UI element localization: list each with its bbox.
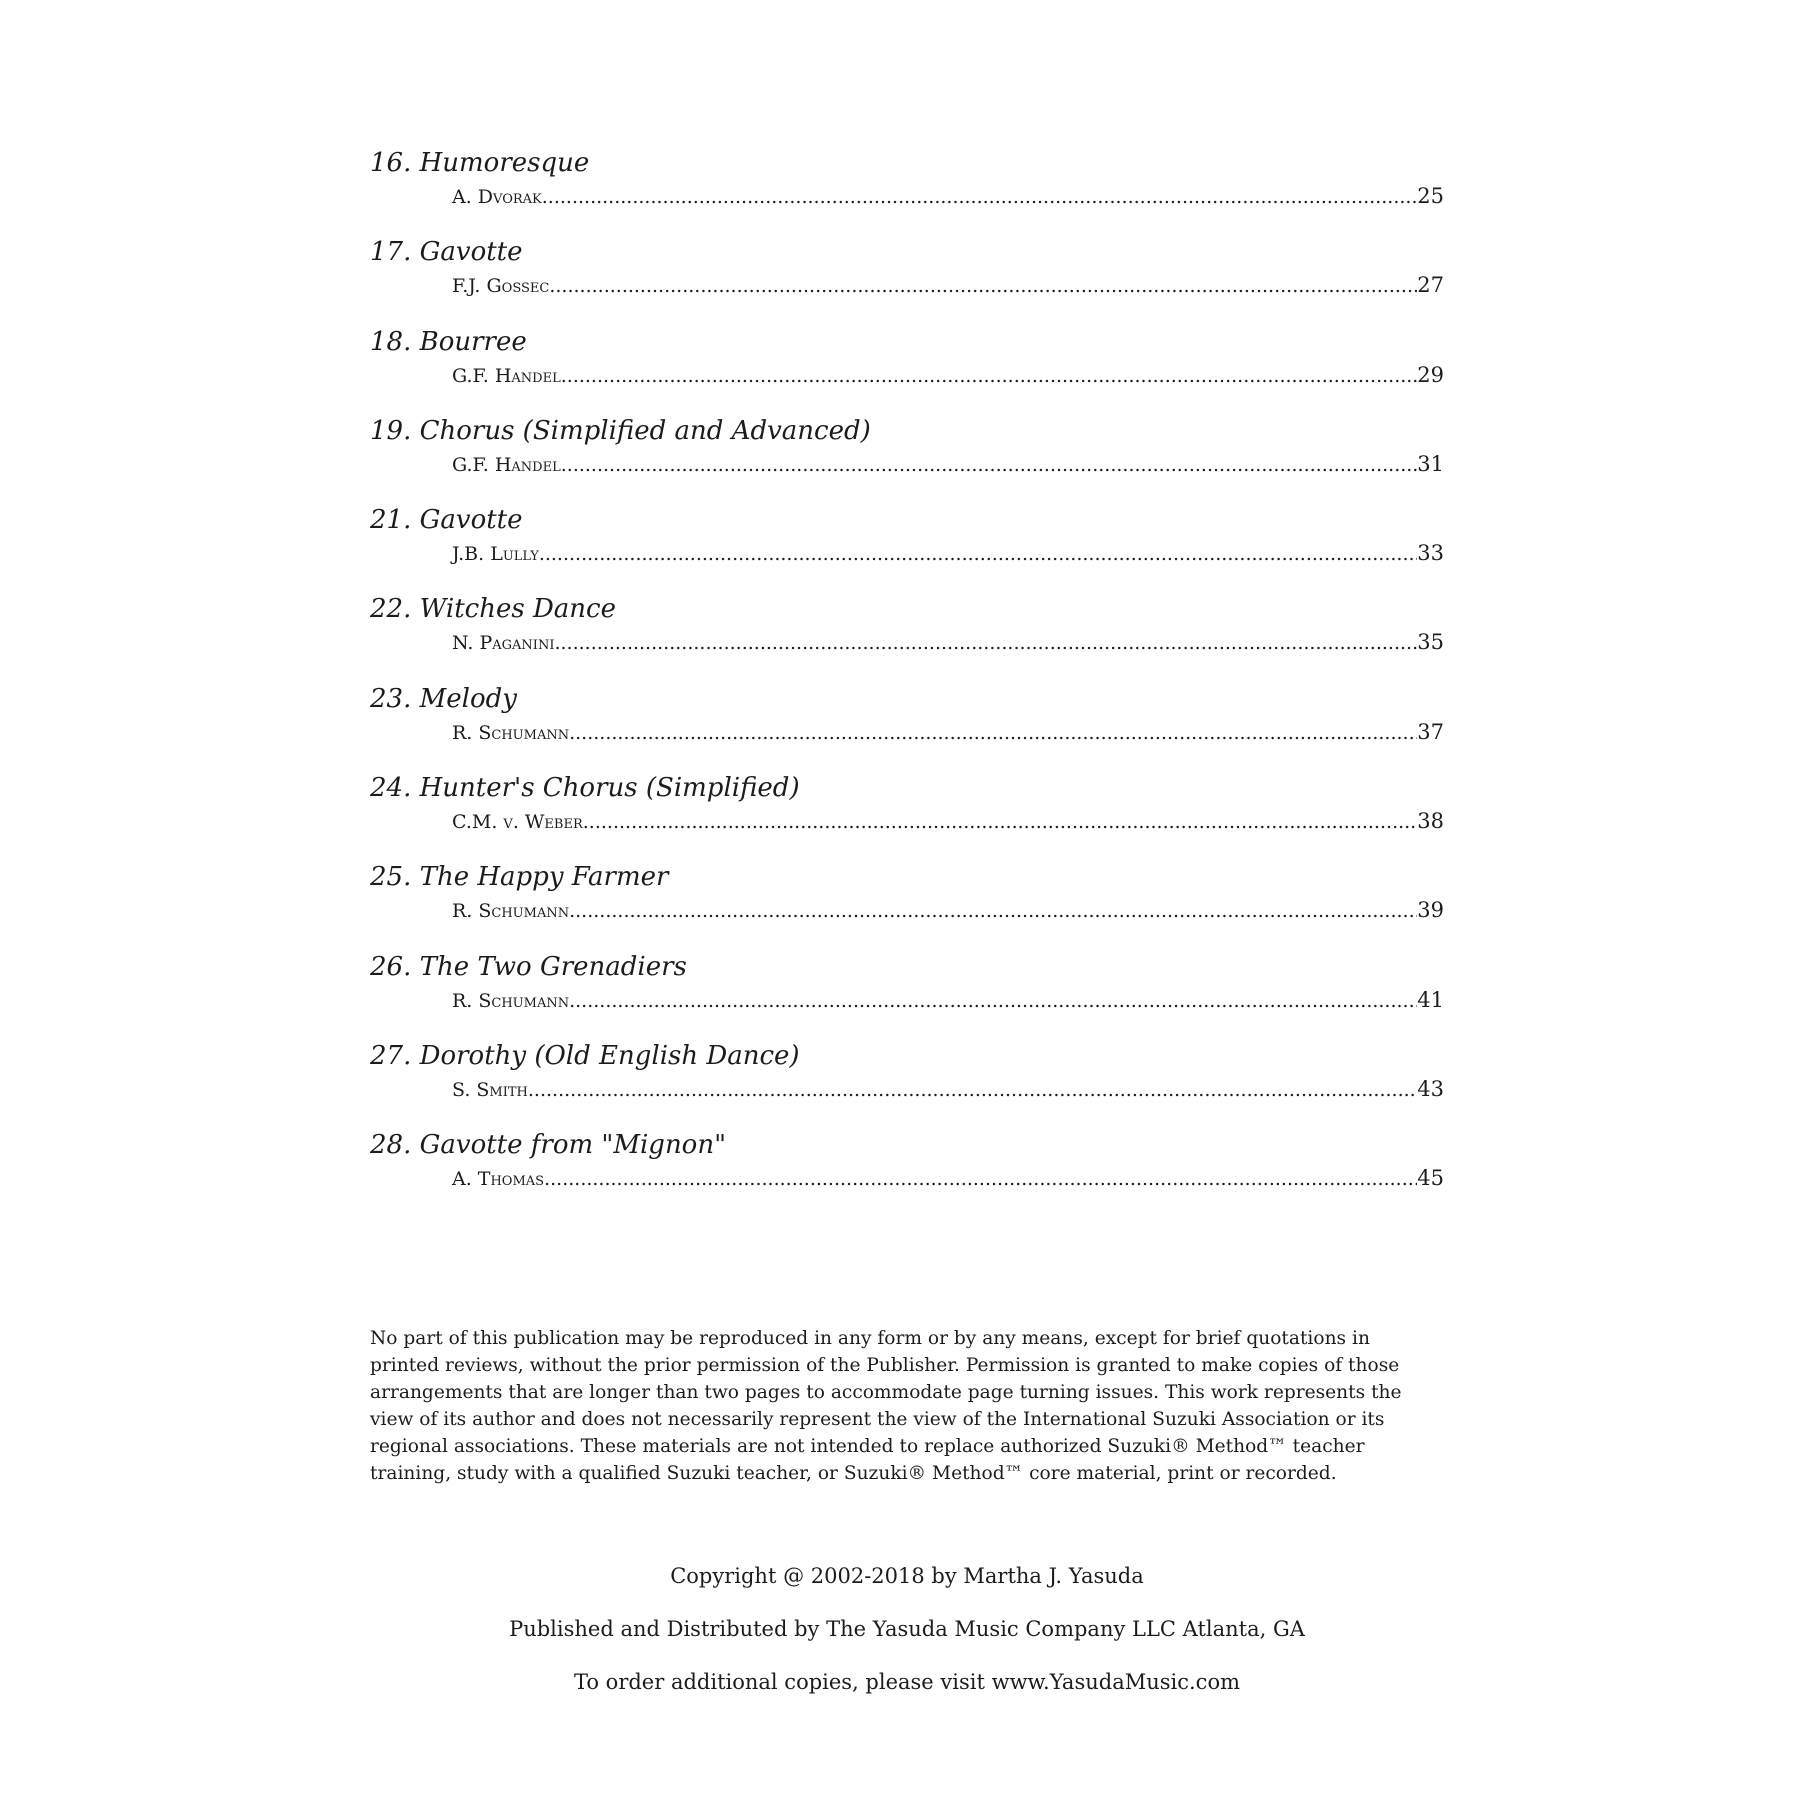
dot-leader bbox=[544, 1167, 1417, 1191]
composer-name: A. Thomas bbox=[452, 1168, 545, 1191]
composer-name: S. Smith bbox=[452, 1078, 528, 1101]
piece-title: 22. Witches Dance bbox=[370, 594, 616, 625]
piece-title: 21. Gavotte bbox=[370, 505, 523, 536]
composer-name: N. Paganini bbox=[452, 632, 555, 655]
dot-leader bbox=[569, 989, 1417, 1013]
piece-title: 28. Gavotte from "Mignon" bbox=[370, 1130, 727, 1161]
composer-line bbox=[452, 720, 1444, 745]
piece-title: 25. The Happy Farmer bbox=[370, 862, 669, 893]
composer-name: R. Schumann bbox=[452, 900, 570, 923]
toc-entry bbox=[370, 414, 1444, 503]
table-of-contents bbox=[370, 146, 1444, 1218]
page-number: 33 bbox=[1417, 541, 1444, 566]
toc-entry bbox=[370, 146, 1444, 235]
piece-title: 26. The Two Grenadiers bbox=[370, 951, 687, 982]
dot-leader bbox=[569, 721, 1417, 745]
piece-title: 23. Melody bbox=[370, 683, 517, 714]
piece-title: 24. Hunter's Chorus (Simplified) bbox=[370, 773, 800, 804]
piece-title: 27. Dorothy (Old English Dance) bbox=[370, 1040, 800, 1071]
dot-leader bbox=[561, 453, 1418, 477]
page-number: 27 bbox=[1417, 273, 1444, 298]
piece-title: 19. Chorus (Simplified and Advanced) bbox=[370, 415, 871, 446]
page-number: 45 bbox=[1417, 1166, 1444, 1191]
dot-leader bbox=[583, 810, 1418, 834]
piece-title: 18. Bourree bbox=[370, 326, 527, 357]
page-number: 43 bbox=[1417, 1076, 1444, 1101]
toc-entry bbox=[370, 592, 1444, 681]
toc-entry bbox=[370, 860, 1444, 949]
dot-leader bbox=[549, 274, 1417, 298]
page-number: 41 bbox=[1417, 987, 1444, 1012]
copyright-notice: No part of this publication may be reproduced in any form or by any means, except for brief quotations in printed reviews, without the prior permission of the Publisher. Permission is granted to make copies of those arrangements that are longer than two pages to accommodate page turning issues. This work represents the view of its author and does not necessarily represent the view of the International Suzuki Association or its regional associations. These materials are not intended to replace authorized Suzuki® Method™ teacher training, study with a qualified Suzuki teacher, or Suzuki® Method™ core material, print or recorded. bbox=[370, 1328, 1402, 1484]
composer-name: G.F. Handel bbox=[452, 453, 561, 476]
composer-line bbox=[452, 1077, 1444, 1102]
composer-name: G.F. Handel bbox=[452, 364, 561, 387]
composer-line bbox=[452, 184, 1444, 209]
page-number: 39 bbox=[1417, 898, 1444, 923]
toc-entry bbox=[370, 950, 1444, 1039]
toc-entry bbox=[370, 771, 1444, 860]
copyright-line: Copyright @ 2002-2018 by Martha J. Yasuda bbox=[670, 1564, 1144, 1588]
composer-name: R. Schumann bbox=[452, 989, 570, 1012]
composer-name: J.B. Lully bbox=[452, 543, 539, 566]
dot-leader bbox=[554, 631, 1417, 655]
dot-leader bbox=[569, 899, 1417, 923]
composer-name: C.M. v. Weber bbox=[452, 811, 583, 834]
toc-entry bbox=[370, 1128, 1444, 1217]
publisher-line: Published and Distributed by The Yasuda Music Company LLC Atlanta, GA bbox=[509, 1617, 1305, 1641]
composer-line bbox=[452, 273, 1444, 298]
page-number: 37 bbox=[1417, 719, 1444, 744]
composer-name: F.J. Gossec bbox=[452, 275, 550, 298]
dot-leader bbox=[539, 542, 1417, 566]
composer-line bbox=[452, 363, 1444, 388]
page-number: 35 bbox=[1417, 630, 1444, 655]
composer-line bbox=[452, 452, 1444, 477]
composer-line bbox=[452, 898, 1444, 923]
page-number: 31 bbox=[1417, 451, 1444, 476]
composer-name: R. Schumann bbox=[452, 721, 570, 744]
toc-entry bbox=[370, 682, 1444, 771]
composer-line bbox=[452, 988, 1444, 1013]
page-number: 29 bbox=[1417, 362, 1444, 387]
toc-entry bbox=[370, 235, 1444, 324]
dot-leader bbox=[542, 185, 1418, 209]
dot-leader bbox=[528, 1078, 1417, 1102]
composer-name: A. Dvorak bbox=[452, 186, 542, 208]
toc-entry bbox=[370, 503, 1444, 592]
piece-title: 17. Gavotte bbox=[370, 237, 523, 268]
composer-line bbox=[452, 630, 1444, 655]
piece-title: 16. Humoresque bbox=[370, 148, 590, 178]
dot-leader bbox=[561, 364, 1418, 388]
composer-line bbox=[452, 1166, 1444, 1191]
page-number: 38 bbox=[1417, 809, 1444, 834]
composer-line bbox=[452, 809, 1444, 834]
page-number: 25 bbox=[1417, 184, 1444, 208]
order-info-line: To order additional copies, please visit www.YasudaMusic.com bbox=[573, 1670, 1240, 1694]
toc-entry bbox=[370, 325, 1444, 414]
composer-line bbox=[452, 541, 1444, 566]
toc-entry bbox=[370, 1039, 1444, 1128]
